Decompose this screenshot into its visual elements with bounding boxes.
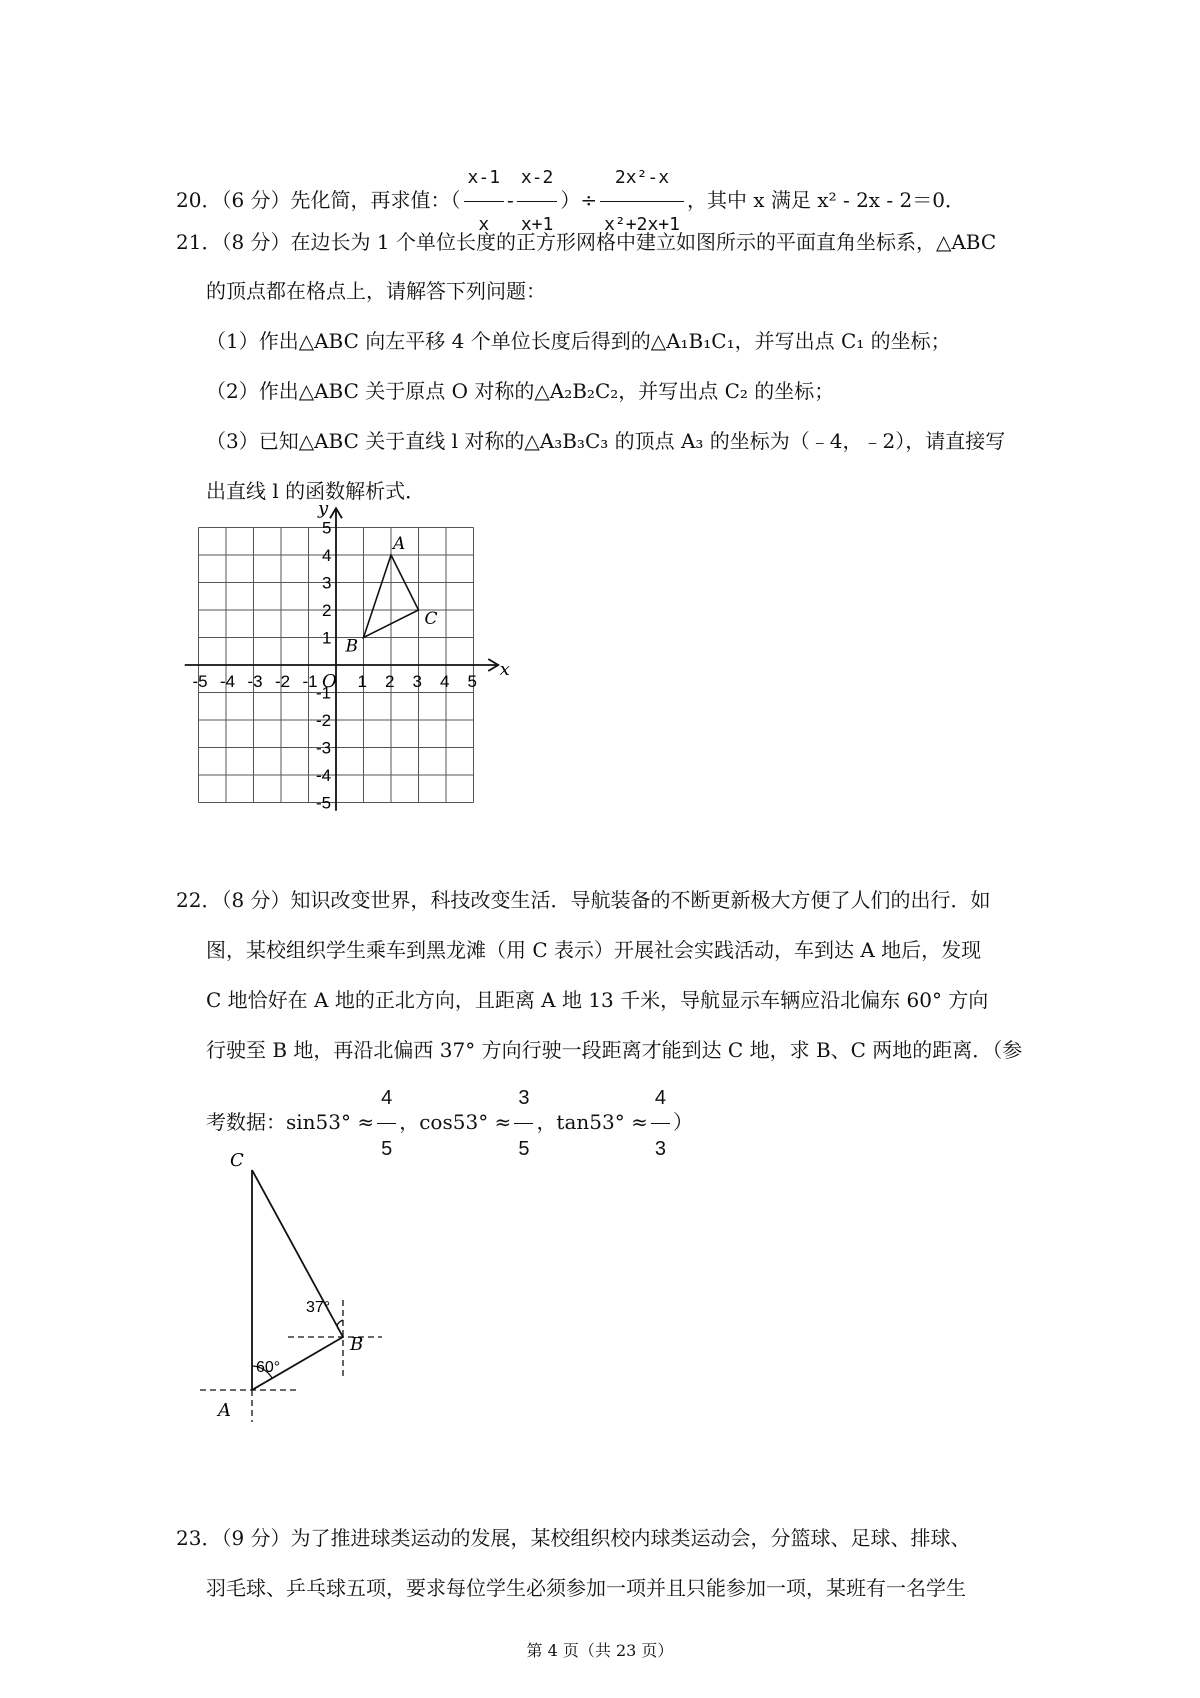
y-axis-label: y <box>318 497 329 519</box>
x-tick-label: -5 <box>192 672 208 691</box>
x-tick-label: 3 <box>412 672 422 691</box>
vertex-label-b: B <box>345 636 358 657</box>
vertex-label-c: C <box>424 609 438 629</box>
coordinate-grid-figure <box>192 497 526 862</box>
x-tick-label: -3 <box>247 672 263 691</box>
angle-label-60: 60° <box>256 1359 281 1376</box>
angle-arc-b <box>337 1320 343 1330</box>
x-tick-label: 1 <box>357 672 367 691</box>
x-tick-label: -1 <box>302 672 318 691</box>
question-20: 20．（6 分）先化简，再求值：（ $\frac{x-1}{x}$ - $\frac{x-2}{x+1}$ ）÷ $\frac{\text{2x²-x}}{\text{x²+2x+1}}$ ，其中 x 满足 x² - 2x - 2＝0． <box>176 158 965 245</box>
y-tick-label: 4 <box>322 546 332 565</box>
axes <box>185 508 499 811</box>
label-b: B <box>350 1334 364 1355</box>
angle-label-37: 37° <box>306 1299 331 1316</box>
y-tick-label: 5 <box>322 518 332 538</box>
q22-line-2: 图，某校组织学生乘车到黑龙滩（用 C 表示）开展社会实践活动，车到达 A 地后，发现 <box>206 938 982 962</box>
x-tick-label: -4 <box>220 672 236 691</box>
label-c: C <box>230 1150 244 1171</box>
page-footer: 第 4 页（共 23 页） <box>526 1641 674 1660</box>
q22-line-4: 行驶至 B 地，再沿北偏西 37° 方向行驶一段距离才能到达 C 地，求 B、C 两地的距离．（参 <box>206 1038 1023 1062</box>
q20-prefix: 20．（6 分）先化简，再求值：（ <box>176 188 461 212</box>
sin-fraction: $\frac{4}{5}$ <box>377 1076 396 1171</box>
triangle-navigation-figure <box>200 1140 440 1440</box>
q21-line-6: 出直线 l 的函数解析式． <box>206 479 426 503</box>
q21-line-4: （2）作出△ABC 关于原点 O 对称的△A₂B₂C₂，并写出点 C₂ 的坐标； <box>206 379 835 403</box>
q21-line-2: 的顶点都在格点上，请解答下列问题： <box>206 279 546 303</box>
y-tick-label: 2 <box>322 601 332 620</box>
q22-line-5: 考数据：sin53° ≈ $\frac{4}{5}$ ，cos53° ≈ $\frac{3}{5}$ ，tan53° ≈ $\frac{4}{3}$ ） <box>206 1076 693 1171</box>
y-tick-label: -2 <box>316 711 332 730</box>
q21-line-1: 21．（8 分）在边长为 1 个单位长度的正方形网格中建立如图所示的平面直角坐标系，△ABC <box>176 230 997 254</box>
x-tick-label: 2 <box>385 672 395 691</box>
q22-line-1: 22．（8 分）知识改变世界，科技改变生活．导航装备的不断更新极大方便了人们的出行．如 <box>176 888 991 912</box>
cos-fraction: $\frac{3}{5}$ <box>514 1076 533 1171</box>
q21-line-5: （3）已知△ABC 关于直线 l 对称的△A₃B₃C₃ 的顶点 A₃ 的坐标为（﹣4，﹣2），请直接写 <box>206 429 1006 453</box>
q23-line-1: 23．（9 分）为了推进球类运动的发展，某校组织校内球类运动会，分篮球、足球、排球、 <box>176 1526 971 1550</box>
x-tick-label: -2 <box>275 672 291 691</box>
y-tick-label: 3 <box>322 573 332 593</box>
y-tick-label: -4 <box>316 766 332 785</box>
x-tick-label: 4 <box>440 672 450 691</box>
x-tick-label: 5 <box>467 672 477 691</box>
q20-fraction-1: $\frac{x-1}{x}$ <box>464 158 505 245</box>
x-axis-label: x <box>499 659 510 680</box>
y-tick-label: -3 <box>316 738 332 758</box>
q23-line-2: 羽毛球、乒乓球五项，要求每位学生必须参加一项并且只能参加一项，某班有一名学生 <box>206 1576 966 1600</box>
label-a: A <box>218 1400 231 1421</box>
q20-suffix: ，其中 x 满足 x² - 2x - 2＝0． <box>686 188 965 212</box>
q20-fraction-3: $\frac{\text{2x²-x}}{\text{x²+2x+1}}$ <box>600 158 684 245</box>
q21-line-3: （1）作出△ABC 向左平移 4 个单位长度后得到的△A₁B₁C₁，并写出点 C₁ 的坐标； <box>206 329 951 353</box>
y-tick-label: -5 <box>316 793 332 813</box>
q20-fraction-2: $\frac{x-2}{x+1}$ <box>517 158 558 245</box>
tan-fraction: $\frac{4}{3}$ <box>651 1076 670 1171</box>
vertex-label-a: A <box>393 534 406 554</box>
origin-label: O <box>322 671 337 692</box>
y-tick-label: -1 <box>316 683 332 703</box>
q22-line-3: C 地恰好在 A 地的正北方向，且距离 A 地 13 千米，导航显示车辆应沿北偏东 60° 方向 <box>206 988 989 1012</box>
y-tick-label: 1 <box>322 628 332 648</box>
